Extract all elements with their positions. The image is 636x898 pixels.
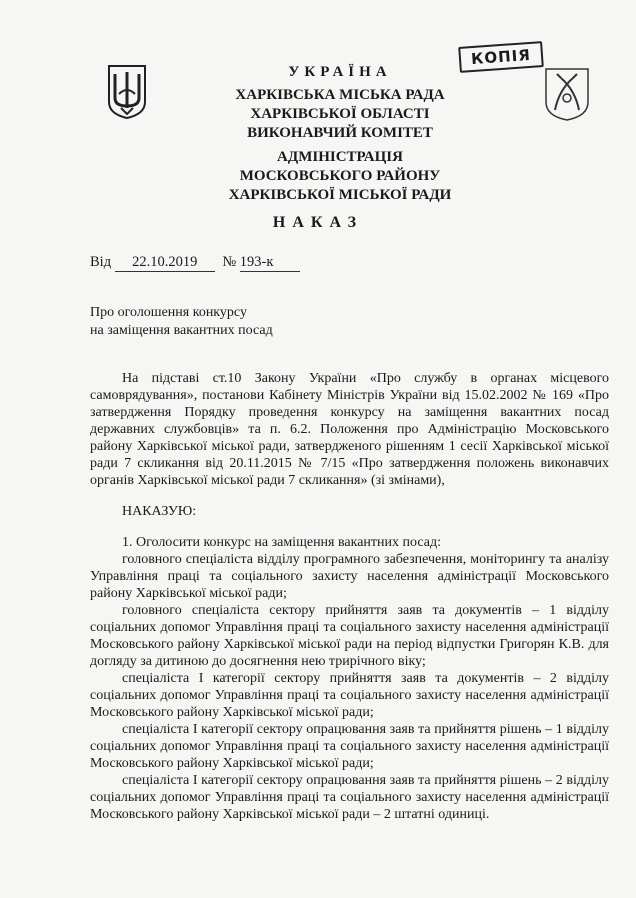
position-item: спеціаліста І категорії сектору опрацювання заяв та прийняття рішень – 2 відділу соціальних допомог Управління праці та соціального захисту населення адміністрації Московського району Харківської міської ради – 2 штатні одиниці.: [90, 773, 609, 822]
header-line: АДМІНІСТРАЦІЯ: [277, 149, 403, 165]
position-item: головного спеціаліста відділу програмного забезпечення, моніторингу та аналізу Управління праці та соціального захисту населення адміністрації Московського району Харківської міської ради;: [90, 552, 609, 601]
item-1: 1. Оголосити конкурс на заміщення вакантних посад:: [122, 535, 441, 550]
ukraine-trident-emblem-icon: [107, 64, 147, 120]
subject-line: Про оголошення конкурсу: [90, 305, 247, 320]
header-line: ХАРКІВСЬКА МІСЬКА РАДА: [235, 87, 445, 103]
position-item: головного спеціаліста сектору прийняття заяв та документів – 1 відділу соціальних допомог Управління праці та соціального захисту населення адміністрації Московського району Харківської міської ради на період відпустки Григорян К.В. для догляду за дитиною до досягнення нею трирічного віку;: [90, 603, 609, 669]
order-subject: [90, 304, 273, 340]
order-reference: [90, 254, 300, 272]
kharkiv-city-emblem-icon: [543, 66, 591, 122]
order-body: [90, 370, 609, 823]
position-item: спеціаліста І категорії сектору опрацювання заяв та прийняття рішень – 1 відділу соціальних допомог Управління праці та соціального захисту населення адміністрації Московського району Харківської міської ради;: [90, 722, 609, 771]
header-line: ХАРКІВСЬКОЇ МІСЬКОЇ РАДИ: [228, 187, 452, 203]
number-prefix: №: [222, 254, 237, 270]
header-line: ВИКОНАВЧИЙ КОМІТЕТ: [247, 125, 433, 141]
date-prefix: Від: [90, 254, 112, 270]
order-number: 193-к: [240, 254, 300, 272]
country-name: УКРАЇНА: [288, 64, 392, 80]
position-item: спеціаліста І категорії сектору прийняття заяв та документів – 2 відділу соціальних допомог Управління праці та соціального захисту населення адміністрації Московського району Харківської міської ради;: [90, 671, 609, 720]
header-line: МОСКОВСЬКОГО РАЙОНУ: [239, 168, 441, 184]
preamble-paragraph: На підставі ст.10 Закону України «Про службу в органах місцевого самоврядування», постанови Кабінету Міністрів України від 15.02.2002 № 169 «Про затвердження Порядку проведення конкурсу на заміщення вакантних посад державних службовців» та п. 6.2. Положення про Адміністрацію Московського району Харківської міської ради, затвердженого рішенням 1 сесії Харківської міської ради 7 скликання від 20.11.2015 № 7/15 «Про затвердження положень виконавчих органів Харківської міської ради 7 скликання» (зі змінами),: [90, 371, 609, 488]
order-title: НАКАЗ: [272, 214, 364, 231]
subject-line: на заміщення вакантних посад: [90, 323, 273, 338]
copy-stamp: КОПІЯ: [458, 41, 544, 73]
header-line: ХАРКІВСЬКОЇ ОБЛАСТІ: [250, 106, 430, 122]
order-word: НАКАЗУЮ:: [122, 504, 197, 519]
document-header: [150, 62, 530, 205]
order-date: 22.10.2019: [115, 254, 215, 272]
